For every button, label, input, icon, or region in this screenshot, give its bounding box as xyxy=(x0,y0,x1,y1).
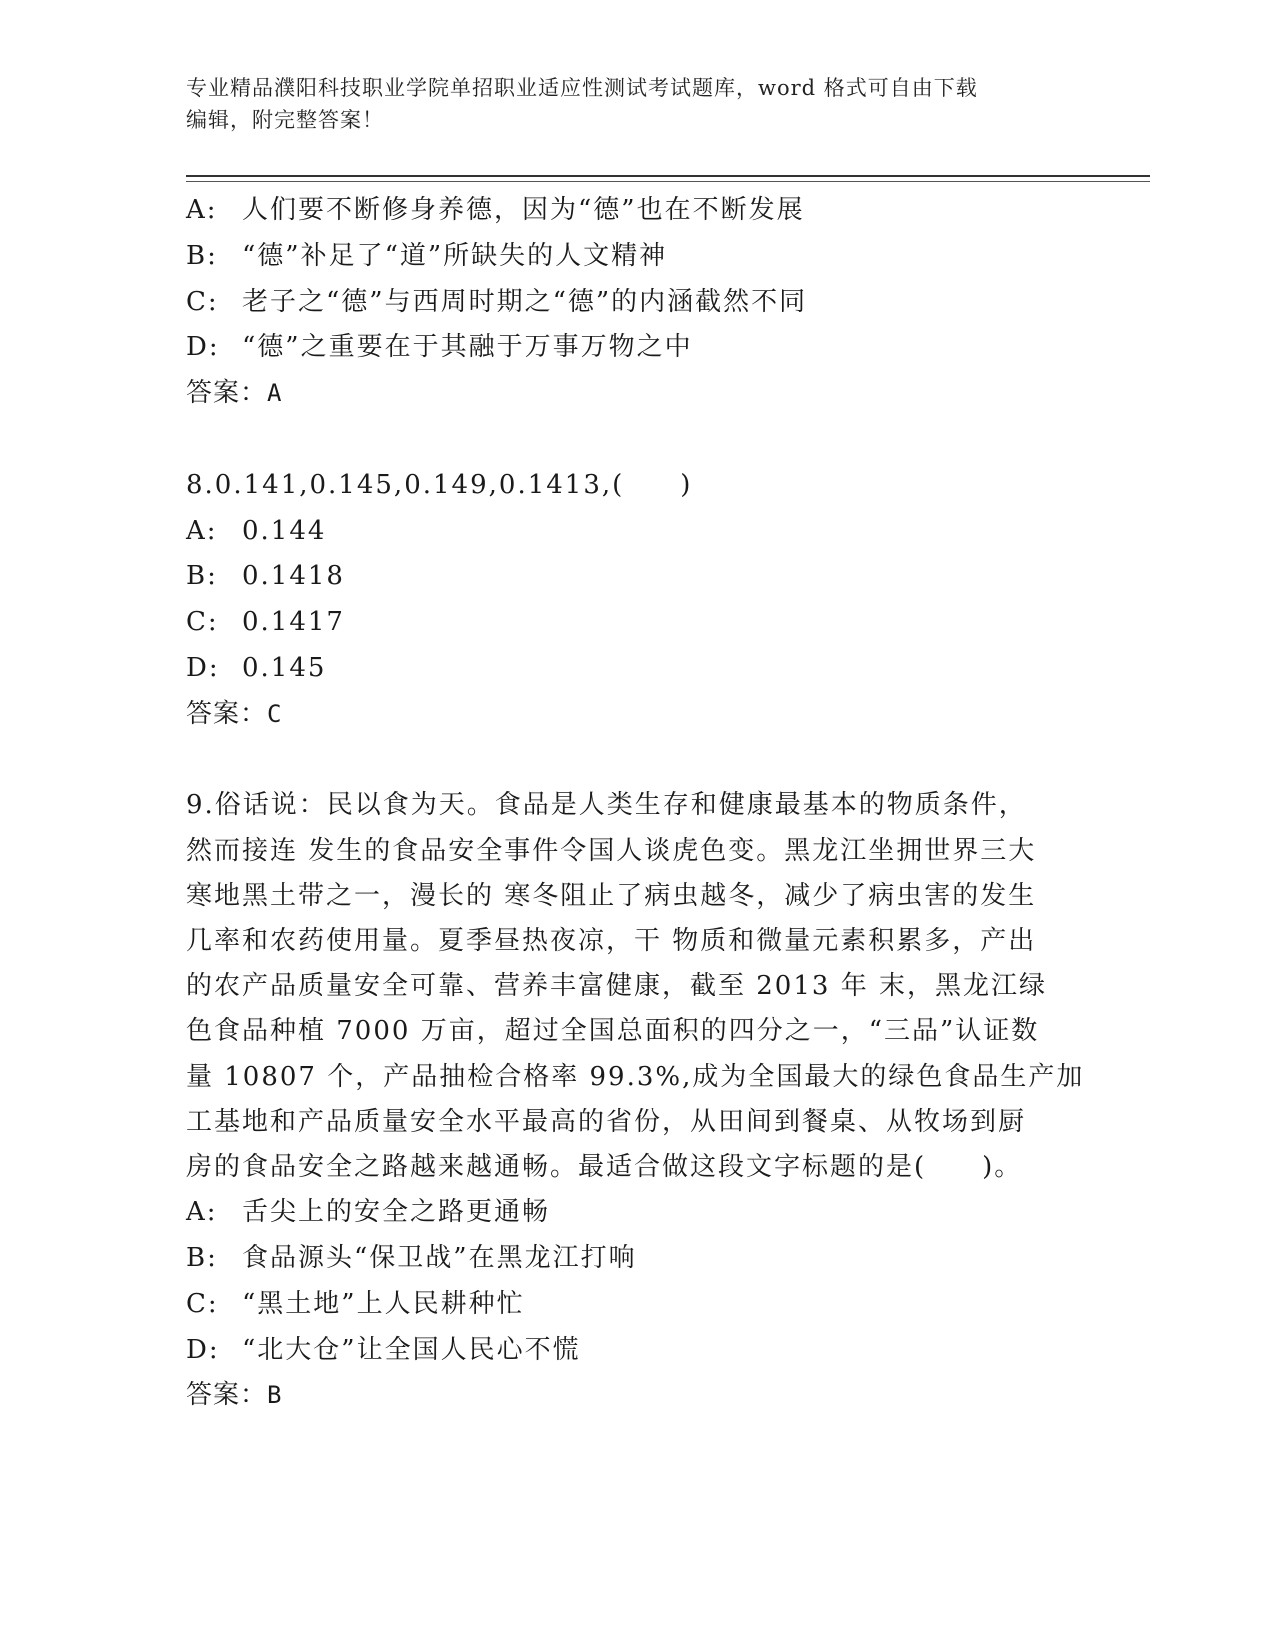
option-b xyxy=(186,1236,1086,1282)
answer-label: 答案： xyxy=(186,698,268,729)
stem-line: 工基地和产品质量安全水平最高的省份，从田间到餐桌、从牧场到厨 xyxy=(186,1106,1027,1137)
option-label: B: xyxy=(186,1242,218,1273)
option-a xyxy=(186,1190,1086,1236)
option-text: 食品源头“保卫战”在黑龙江打响 xyxy=(242,1242,637,1273)
option-text: 0.144 xyxy=(242,515,327,546)
question-content xyxy=(186,188,1086,1419)
option-text: “北大仓”让全国人民心不慌 xyxy=(242,1334,581,1365)
option-text: 0.145 xyxy=(242,652,327,683)
stem-line: 几率和农药使用量。夏季昼热夜凉，干 物质和微量元素积累多，产出 xyxy=(186,925,1037,956)
stem-line: 的农产品质量安全可靠、营养丰富健康，截至 2013 年 末，黑龙江绿 xyxy=(186,971,1047,1002)
answer-line xyxy=(186,371,1086,417)
option-label: C: xyxy=(186,607,219,638)
answer-value: C xyxy=(267,699,283,728)
option-b xyxy=(186,234,1086,280)
option-text: “德”之重要在于其融于万事万物之中 xyxy=(242,332,693,363)
option-label: A: xyxy=(186,1197,218,1228)
option-d xyxy=(186,646,1086,692)
option-label: B: xyxy=(186,561,218,592)
option-text: “黑土地”上人民耕种忙 xyxy=(242,1288,525,1319)
question-8 xyxy=(186,463,1086,738)
option-text: 人们要不断修身养德，因为“德”也在不断发展 xyxy=(242,195,805,225)
option-label: B: xyxy=(186,240,218,271)
option-b xyxy=(186,554,1086,600)
answer-label: 答案： xyxy=(186,1380,268,1411)
option-label: A: xyxy=(186,195,218,225)
stem-line: 色食品种植 7000 万亩，超过全国总面积的四分之一，“三品”认证数 xyxy=(186,1016,1040,1047)
question-9 xyxy=(186,783,1086,1419)
stem-line: 9.俗话说：民以食为天。食品是人类生存和健康最基本的物质条件， xyxy=(186,790,1027,821)
document-header xyxy=(186,72,1086,136)
stem-line: 寒地黑土带之一，漫长的 寒冬阻止了病虫越冬，减少了病虫害的发生 xyxy=(186,880,1037,911)
answer-label: 答案： xyxy=(186,378,268,409)
option-a xyxy=(186,188,1086,234)
question-stem: 8.0.141,0.145,0.149,0.1413,( ) xyxy=(186,469,693,500)
answer-value: B xyxy=(267,1381,283,1410)
stem-line: 然而接连 发生的食品安全事件令国人谈虎色变。黑龙江坐拥世界三大 xyxy=(186,835,1037,866)
option-c xyxy=(186,1282,1086,1328)
option-text: 老子之“德”与西周时期之“德”的内涵截然不同 xyxy=(242,286,808,317)
answer-value: A xyxy=(267,379,283,408)
answer-line xyxy=(186,1373,1086,1419)
option-label: A: xyxy=(186,515,218,546)
option-label: D: xyxy=(186,332,220,363)
stem-line: 量 10807 个，产品抽检合格率 99.3%,成为全国最大的绿色食品生产加 xyxy=(186,1061,1085,1092)
option-label: C: xyxy=(186,1288,219,1319)
option-c xyxy=(186,280,1086,326)
option-text: “德”补足了“道”所缺失的人文精神 xyxy=(242,240,668,271)
spacer xyxy=(186,417,1086,463)
question-stem xyxy=(186,783,1086,1190)
header-line-2: 编辑，附完整答案！ xyxy=(186,108,384,132)
header-divider-thin xyxy=(186,181,1150,182)
option-a xyxy=(186,509,1086,555)
option-text: 舌尖上的安全之路更通畅 xyxy=(242,1197,551,1228)
spacer xyxy=(186,738,1086,784)
option-d xyxy=(186,1328,1086,1374)
option-label: C: xyxy=(186,286,219,317)
stem-line: 房的食品安全之路越来越通畅。最适合做这段文字标题的是( )。 xyxy=(186,1151,1023,1182)
header-divider-thick xyxy=(186,175,1150,177)
answer-line xyxy=(186,692,1086,738)
header-line-1: 专业精品濮阳科技职业学院单招职业适应性测试考试题库，word 格式可自由下载 xyxy=(186,76,978,100)
option-c xyxy=(186,600,1086,646)
option-text: 0.1417 xyxy=(242,607,345,638)
option-d xyxy=(186,325,1086,371)
question-7 xyxy=(186,188,1086,417)
option-label: D: xyxy=(186,1334,220,1365)
option-label: D: xyxy=(186,652,220,683)
option-text: 0.1418 xyxy=(242,561,345,592)
